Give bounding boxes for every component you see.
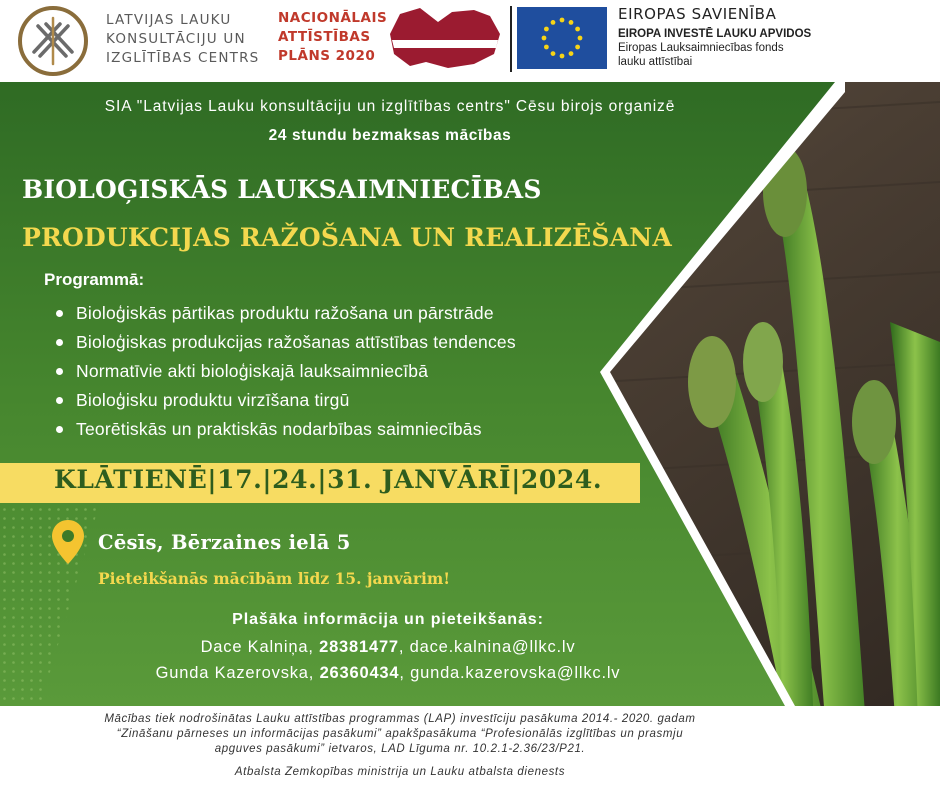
footer-line: Mācības tiek nodrošinātas Lauku attīstības programmas (LAP) investīciju pasākuma 2014.- 2020. gadam [104, 713, 696, 725]
contact-name: Gunda Kazerovska, [155, 664, 320, 682]
latvia-map-icon [386, 4, 504, 72]
bullet-icon [56, 310, 63, 317]
program-item: Bioloģisku produktu virzīšana tirgū [54, 386, 516, 415]
bullet-icon [56, 368, 63, 375]
dates-text: KLĀTIENĒ|17.|24.|31. JANVĀRĪ|2024. [54, 465, 603, 494]
llkc-logo-icon [16, 4, 90, 78]
title-line-1: BIOLOĢISKĀS LAUKSAIMNIECĪBAS [22, 175, 542, 204]
nap-2020-logo: NACIONĀLAIS ATTĪSTĪBAS PLĀNS 2020 [278, 10, 388, 64]
contacts-title: Plašāka informācija un pieteikšanās: [232, 611, 544, 628]
address: Cēsīs, Bērzaines ielā 5 [98, 531, 351, 554]
program-item: Teorētiskās un praktiskās nodarbības saimniecībās [54, 415, 516, 444]
program-item: Normatīvie akti bioloģiskajā lauksaimniecībā [54, 357, 516, 386]
registration-deadline: Pieteikšanās mācībām līdz 15. janvārim! [98, 569, 451, 588]
header-bar [0, 0, 940, 82]
program-label: Programmā: [44, 270, 145, 289]
contact-email[interactable]: , dace.kalnina@llkc.lv [398, 638, 576, 656]
footer-line: Atbalsta Zemkopības ministrija un Lauku atbalsta dienests [234, 766, 566, 778]
contact-name: Dace Kalniņa, [200, 638, 320, 656]
eu-flag-icon [517, 7, 607, 69]
program-item: Bioloģiskās pārtikas produktu ražošana un pārstrāde [54, 299, 516, 328]
program-item: Bioloģiskas produkcijas ražošanas attīstības tendences [54, 328, 516, 357]
contact-phone[interactable]: 26360434 [319, 664, 400, 682]
title-line-2: PRODUKCIJAS RAŽOŠANA UN REALIZĒŠANA [22, 223, 672, 252]
eu-fund-text: EIROPA INVESTĒ LAUKU APVIDOS Eiropas Lauksaimniecības fonds lauku attīstībai [618, 28, 812, 68]
bullet-icon [56, 397, 63, 404]
bullet-icon [56, 339, 63, 346]
organizer-line: SIA "Latvijas Lauku konsultāciju un izglītības centrs" Cēsu birojs organizē [104, 98, 676, 115]
contact-email[interactable]: , gunda.kazerovska@llkc.lv [399, 664, 621, 682]
header-divider [510, 6, 512, 72]
contact-row [0, 638, 776, 657]
footer-line: “Zināšanu pārneses un informācijas pasākumi” apakšpasākuma “Profesionālās izglītības un prasmju [116, 728, 684, 740]
footer-line: apguves pasākumi” ietvaros, LAD Līguma nr. 10.2.1-2.36/23/P21. [214, 743, 586, 755]
location-pin-icon [50, 518, 86, 566]
footer [0, 706, 800, 788]
contact-phone[interactable]: 28381477 [319, 638, 399, 656]
contact-row [0, 664, 776, 683]
bullet-icon [56, 426, 63, 433]
poster-main [0, 82, 940, 706]
llkc-name: LATVIJAS LAUKU KONSULTĀCIJU UN IZGLĪTĪBAS CENTRS [106, 12, 260, 66]
course-hours: 24 stundu bezmaksas mācības [268, 127, 512, 144]
program-list [54, 299, 516, 444]
eu-title: EIROPAS SAVIENĪBA [618, 5, 777, 23]
